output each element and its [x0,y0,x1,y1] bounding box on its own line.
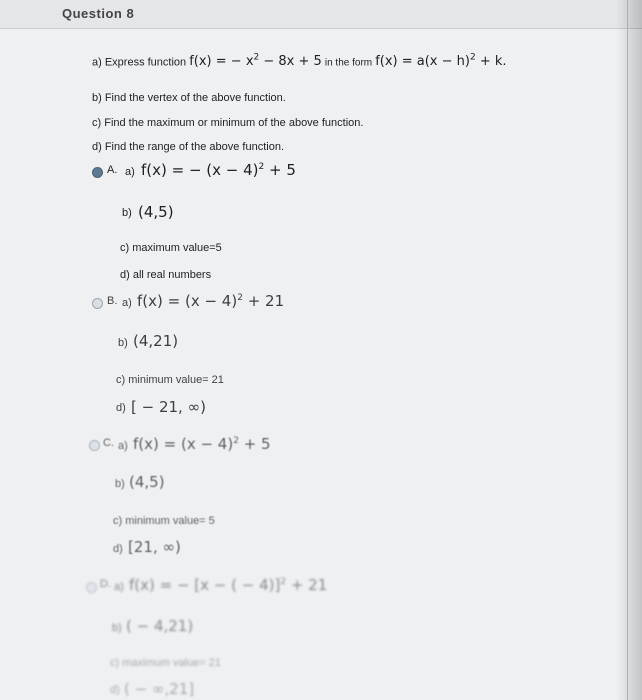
option-c-part-d-value: [21, ∞) [128,538,181,556]
option-d-part-b-value: ( − 4,21) [126,617,194,635]
option-a-letter: A. [107,164,118,176]
part-a-in-form: in the form [324,57,373,69]
part-a-function: f(x) = − $x^2 - 8x + 5$ [189,53,322,70]
option-c-letter: C. [103,437,114,449]
option-b-part-d-value: [ − 21, ∞) [131,398,206,416]
option-c-part-b-prefix: b) [115,478,125,490]
option-d-part-a-prefix: a) [114,581,124,593]
question-part-d: d) Find the range of the above function. [92,141,285,153]
photo-edge-shadow [616,0,642,700]
option-a-part-d: d) all real numbers [120,269,212,281]
option-c-part-b-value: (4,5) [129,473,165,491]
option-c-part-d-prefix: d) [113,543,123,555]
option-a-part-b-value: (4,5) [138,203,174,221]
option-a-part-a-expr: f(x) = − $(x - 4)^2 + 5$ [141,161,296,179]
option-a-radio[interactable] [92,167,103,178]
question-header [0,0,642,29]
option-a-part-c: c) maximum value=5 [120,242,222,254]
option-b-part-c: c) minimum value= 21 [116,374,224,386]
option-c-part-c: c) minimum value= 5 [113,515,215,527]
option-d-part-d-prefix: d) [110,684,120,696]
option-d-part-b-prefix: b) [112,622,122,634]
question-part-b: b) Find the vertex of the above function. [92,92,286,104]
question-part-a [92,53,507,69]
option-b-part-b-value: (4,21) [133,332,179,350]
option-a-part-a-prefix: a) [125,166,135,178]
part-a-label: a) Express function [92,56,187,69]
option-b-part-a-expr: $f(x) = (x - 4)^2 + 21$ [137,292,285,310]
question-part-c: c) Find the maximum or minimum of the above function. [92,117,364,129]
option-c-part-a-expr: $f(x) = (x - 4)^2 + 5$ [133,435,271,453]
option-d-letter: D. [100,578,111,590]
part-a-target-form: $f(x) = a(x - h)^2 + k$. [375,53,507,70]
option-b-part-d-prefix: d) [116,402,126,414]
option-d-part-d-value: ( − ∞,21] [124,680,195,698]
option-b-part-b-prefix: b) [118,337,128,349]
option-a-part-b-prefix: b) [122,207,132,219]
option-d-part-c: c) maximum value= 21 [110,657,221,669]
option-d-radio[interactable] [86,582,97,593]
option-b-part-a-prefix: a) [122,297,132,309]
question-title: Question 8 [62,6,135,21]
option-c-radio[interactable] [89,440,100,451]
option-b-letter: B. [107,295,118,307]
option-b-radio[interactable] [92,298,103,309]
option-c-part-a-prefix: a) [118,440,128,452]
option-d-part-a-expr: f(x) = − [x − ( − 4)]$^2$ + 21 [129,576,328,594]
